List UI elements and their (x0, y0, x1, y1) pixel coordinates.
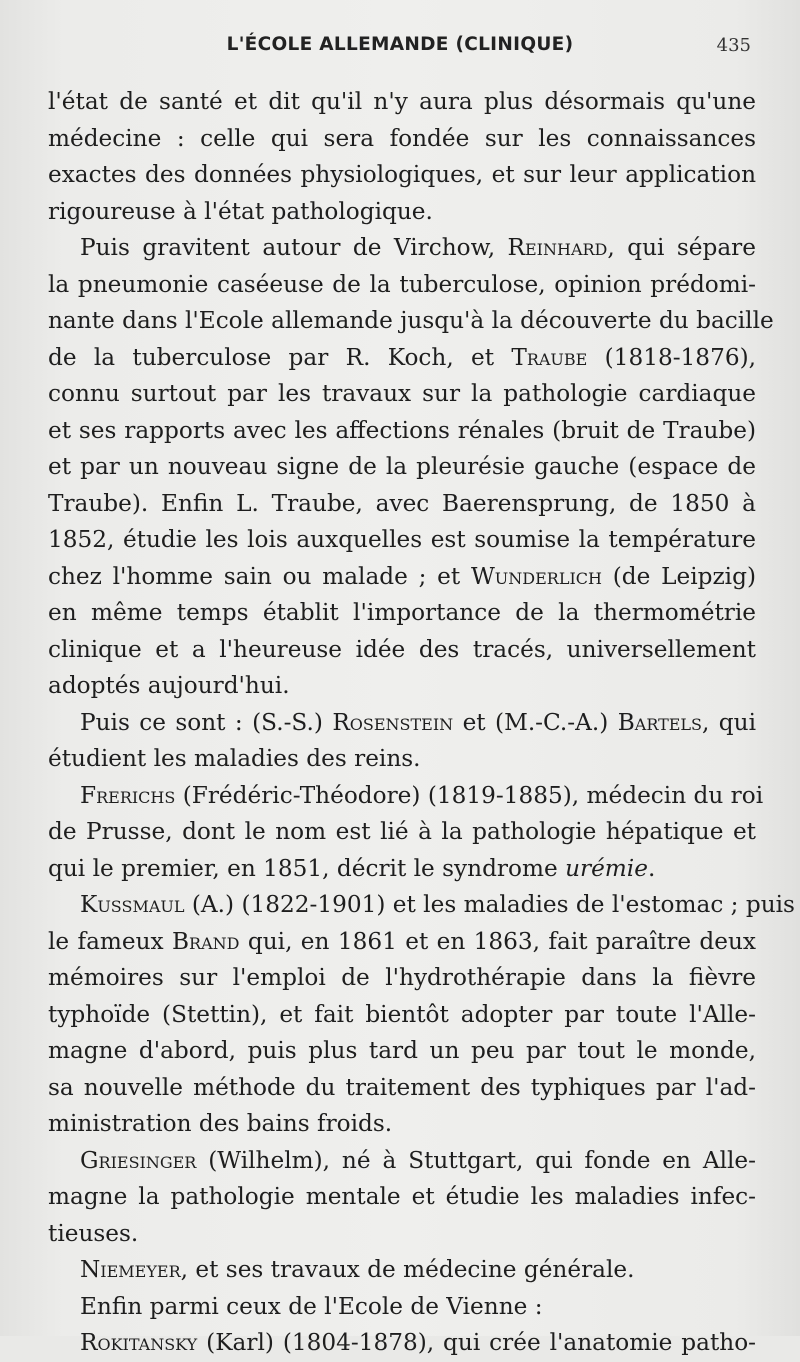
text-run: , qui (702, 708, 757, 736)
text-line (48, 1289, 756, 1326)
author-name: Frerichs (80, 781, 176, 809)
text-line (48, 194, 756, 231)
text-line (48, 157, 756, 194)
text-run: et (M.-C.-A.) (453, 708, 618, 736)
body-text (48, 84, 795, 1362)
text-run: adoptés aujourd'hui. (48, 672, 290, 699)
text-run: et ses rapports avec les affections rénales (bruit de Traube) (48, 416, 756, 444)
text-run: en même temps établit l'importance de la thermométrie (48, 599, 756, 626)
text-line (48, 1033, 756, 1070)
text-run: . (647, 854, 656, 882)
text-run: magne d'abord, puis plus tard un peu par tout le monde, (48, 1037, 756, 1064)
text-run: , qui sépare (607, 234, 756, 261)
text-run: clinique et a l'heureuse idée des tracés, universellement (48, 635, 756, 663)
text-run: (1818-1876), (587, 343, 756, 371)
text-line (48, 230, 756, 267)
author-name: Traube (511, 343, 588, 371)
text-line (48, 1216, 756, 1253)
running-title: L'ÉCOLE ALLEMANDE (CLINIQUE) (226, 34, 574, 55)
text-run: qui, en 1861 et en 1863, fait paraître deux (239, 927, 756, 955)
author-name: Rokitansky (80, 1329, 198, 1356)
author-name: Kussmaul (80, 891, 185, 918)
text-run: typhoïde (Stettin), et fait bientôt adopter par toute l'Alle- (48, 1000, 756, 1028)
text-line (48, 851, 756, 888)
text-run: l'état de santé et dit qu'il n'y aura plus désormais qu'une (48, 88, 756, 115)
text-line (48, 595, 756, 632)
text-line (48, 267, 756, 304)
text-line (48, 121, 756, 158)
text-line (48, 449, 756, 486)
text-run: (Karl) (1804-1878), qui crée l'anatomie patho- (197, 1329, 756, 1356)
author-name: Niemeyer (80, 1256, 181, 1283)
author-name: Griesinger (80, 1146, 197, 1174)
page-number: 435 (716, 35, 751, 56)
text-line (48, 303, 774, 340)
text-run: et par un nouveau signe de la pleurésie gauche (espace de (48, 453, 756, 480)
text-line (48, 1252, 756, 1289)
text-run: (Frédéric-Théodore) (1819-1885), médecin du roi (175, 781, 764, 809)
text-line (48, 1106, 756, 1143)
author-name: Reinhard (507, 234, 608, 261)
text-line (48, 668, 756, 705)
author-name: Brand (172, 927, 240, 955)
text-run: , et ses travaux de médecine générale. (180, 1256, 635, 1283)
text-line (48, 376, 756, 413)
text-run: 1852, étudie les lois auxquelles est soumise la température (48, 526, 756, 553)
text-run: Puis ce sont : (S.-S.) (80, 708, 333, 736)
text-line (48, 741, 756, 778)
text-run: mémoires sur l'emploi de l'hydrothérapie dans la fièvre (48, 964, 756, 991)
text-run: tieuses. (48, 1219, 139, 1247)
emphasis-text: urémie (565, 854, 648, 882)
text-run: sa nouvelle méthode du traitement des typhiques par l'ad- (48, 1073, 756, 1101)
text-run: nante dans l'Ecole allemande jusqu'à la découverte du bacille (48, 307, 774, 334)
text-run: Traube). Enfin L. Traube, avec Baerensprung, de 1850 à (48, 489, 756, 517)
text-line (48, 413, 756, 450)
text-run: médecine : celle qui sera fondée sur les connaissances (48, 124, 756, 152)
text-line (48, 1143, 756, 1180)
text-line (48, 340, 756, 377)
text-line (48, 84, 756, 121)
text-line (48, 1179, 756, 1216)
author-name: Bartels (617, 708, 703, 736)
text-run: le fameux (48, 927, 173, 955)
text-run: de la tuberculose par R. Koch, et (48, 343, 512, 371)
text-line (48, 486, 756, 523)
text-run: étudient les maladies des reins. (48, 745, 421, 772)
text-line (48, 632, 756, 669)
text-line (48, 814, 756, 851)
text-line (48, 559, 756, 596)
text-run: magne la pathologie mentale et étudie les maladies infec- (48, 1183, 756, 1210)
text-run: la pneumonie caséeuse de la tuberculose, opinion prédomi- (48, 270, 756, 298)
text-line (48, 778, 764, 815)
text-run: qui le premier, en 1851, décrit le syndrome (48, 854, 566, 882)
text-line (48, 1325, 756, 1362)
running-head (0, 34, 800, 58)
text-run: (de Leipzig) (601, 562, 756, 590)
text-line (48, 924, 756, 961)
text-line (48, 887, 795, 924)
text-line (48, 1070, 756, 1107)
text-run: chez l'homme sain ou malade ; et (48, 562, 471, 590)
text-run: ministration des bains froids. (48, 1110, 393, 1137)
text-run: rigoureuse à l'état pathologique. (48, 197, 433, 225)
text-run: (Wilhelm), né à Stuttgart, qui fonde en Alle- (196, 1146, 756, 1174)
text-line (48, 522, 756, 559)
author-name: Rosenstein (332, 708, 454, 736)
text-line (48, 705, 756, 742)
text-run: de Prusse, dont le nom est lié à la pathologie hépatique et (48, 818, 756, 845)
text-run: Enfin parmi ceux de l'Ecole de Vienne : (80, 1292, 543, 1320)
text-run: (A.) (1822-1901) et les maladies de l'estomac ; puis (184, 891, 795, 918)
text-run: connu surtout par les travaux sur la pathologie cardiaque (48, 380, 756, 407)
text-run: exactes des données physiologiques, et sur leur application (48, 161, 756, 188)
text-run: Puis gravitent autour de Virchow, (80, 234, 508, 261)
text-line (48, 997, 756, 1034)
author-name: Wunderlich (470, 562, 602, 590)
text-line (48, 960, 756, 997)
